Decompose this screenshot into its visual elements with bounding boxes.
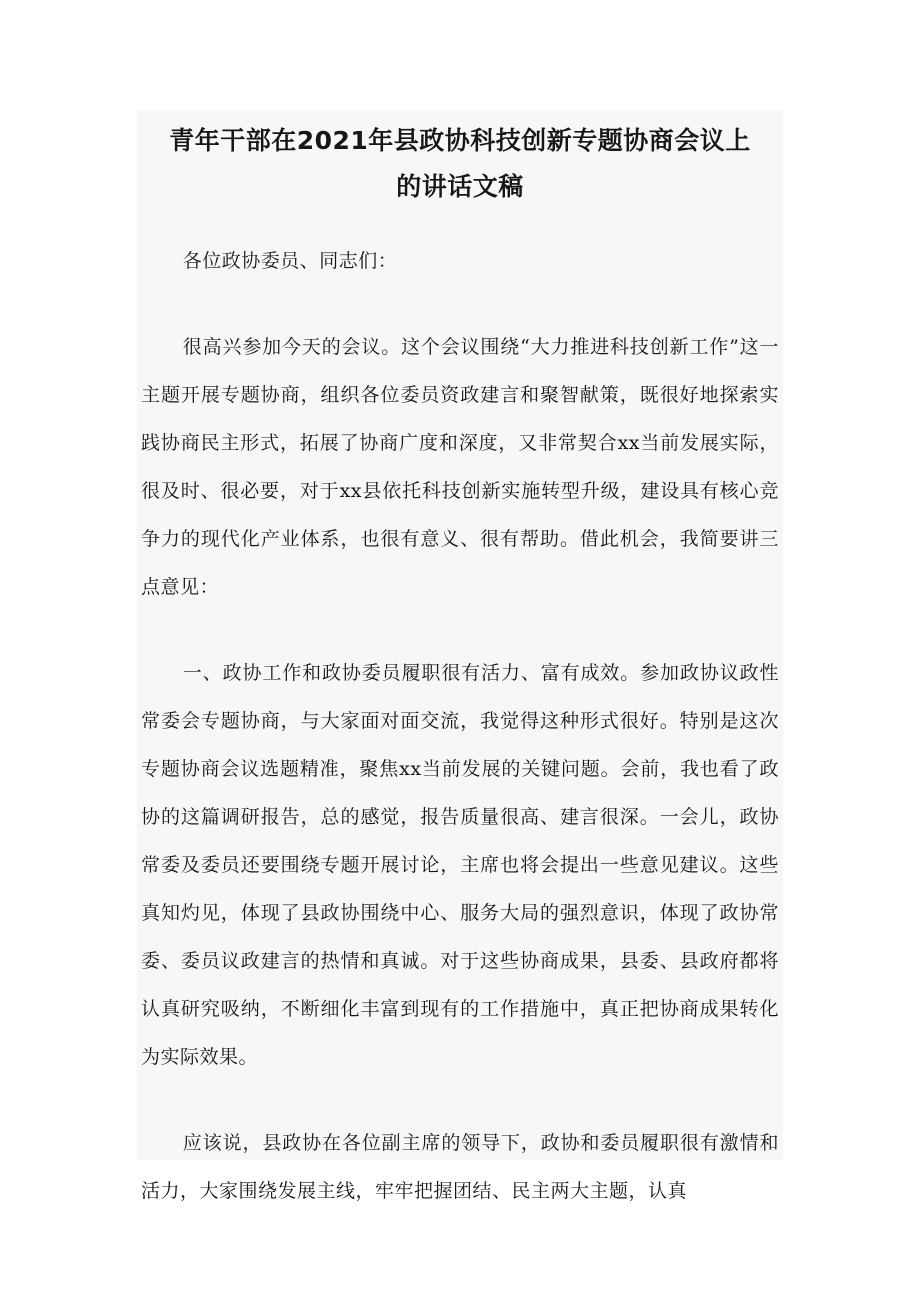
title-line-1: 青年干部在2021年县政协科技创新专题协商会议上 (169, 126, 751, 155)
document-page (137, 110, 783, 1202)
title-line-2: 的讲话文稿 (396, 172, 524, 201)
document-title (141, 118, 779, 210)
salutation: 各位政协委员、同志们： (182, 250, 398, 272)
paragraph-opening: 很高兴参加今天的会议。这个会议围绕“大力推进科技创新工作”这一主题开展专题协商，组织各位委员资政建言和聚智献策，既很好地探索实践协商民主形式，拓展了协商广度和深度，又非常契合xx当前发展实际，很及时、很必要，对于xx县依托科技创新实施转型升级，建设具有核心竞争力的现代化产业体系，也很有意义、很有帮助。借此机会，我简要讲三点意见： (141, 336, 779, 598)
paragraph-point-one: 一、政协工作和政协委员履职很有活力、富有成效。参加政协议政性常委会专题协商，与大家面对面交流，我觉得这种形式很好。特别是这次专题协商会议选题精准，聚焦xx当前发展的关键问题。会前，我也看了政协的这篇调研报告，总的感觉，报告质量很高、建言很深。一会儿，政协常委及委员还要围绕专题开展讨论，主席也将会提出一些意见建议。这些真知灼见，体现了县政协围绕中心、服务大局的强烈意识，体现了政协常委、委员议政建言的热情和真诚。对于这些协商成果，县委、县政府都将认真研究吸纳，不断细化丰富到现有的工作措施中，真正把协商成果转化为实际效果。 (141, 662, 779, 1068)
paragraph-continuation: 应该说，县政协在各位副主席的领导下，政协和委员履职很有激情和活力，大家围绕发展主线，牢牢把握团结、民主两大主题，认真 (141, 1132, 779, 1202)
